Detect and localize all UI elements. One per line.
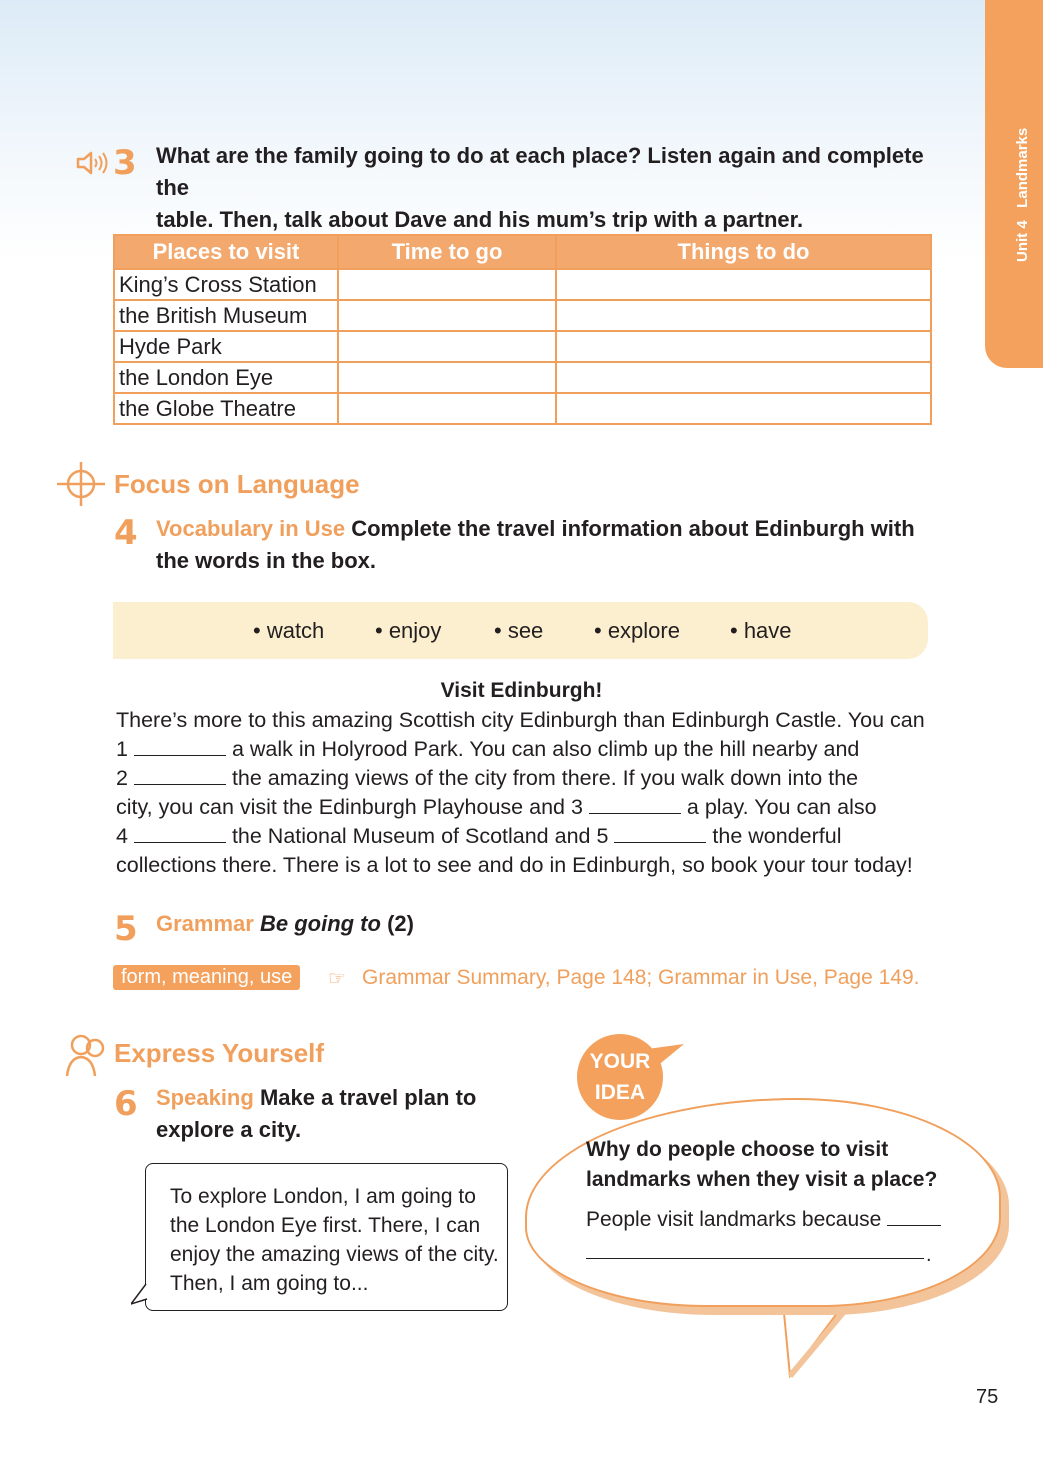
passage-text: a play. You can also — [686, 795, 877, 819]
badge-line: IDEA — [594, 1081, 646, 1104]
things-cell[interactable] — [556, 269, 931, 300]
word-item: • explore — [594, 618, 680, 643]
things-cell[interactable] — [556, 300, 931, 331]
blank-2[interactable] — [134, 766, 226, 785]
unit-title: Landmarks — [1014, 127, 1031, 208]
passage-text: city, you can visit the Edinburgh Playhouse and 3 — [116, 795, 583, 819]
time-cell[interactable] — [338, 362, 556, 393]
page-number: 75 — [976, 1386, 999, 1408]
idea-question — [586, 1135, 937, 1195]
table-row — [114, 393, 931, 424]
task6-instruction-a: Make a travel plan to — [259, 1085, 477, 1110]
table-row — [114, 362, 931, 393]
question-line: Why do people choose to visit — [586, 1138, 889, 1161]
things-cell[interactable] — [556, 331, 931, 362]
grammar-reference-link[interactable]: Grammar Summary, Page 148; Grammar in Use, Page 149. — [362, 966, 920, 989]
passage-line: There’s more to this amazing Scottish city Edinburgh than Edinburgh Castle. You can — [116, 708, 925, 732]
task4-instruction-a: Complete the travel information about Edinburgh with — [351, 516, 915, 541]
answer-blank-1[interactable] — [887, 1209, 941, 1226]
passage-line: collections there. There is a lot to see and do in Edinburgh, so book your tour today! — [116, 853, 913, 877]
things-cell[interactable] — [556, 393, 931, 424]
passage-line — [116, 822, 946, 851]
table-row — [114, 331, 931, 362]
time-cell[interactable] — [338, 393, 556, 424]
focus-heading: Focus on Language — [114, 469, 360, 499]
passage-text: a walk in Holyrood Park. You can also climb up the hill nearby and — [231, 737, 860, 761]
task-number-4: 4 — [114, 513, 138, 553]
table-row — [114, 300, 931, 331]
table-header-row — [114, 235, 931, 269]
blank-3[interactable] — [589, 795, 681, 814]
passage — [116, 706, 946, 880]
task4-instruction-b: the words in the box. — [156, 548, 377, 573]
answer-period: . — [926, 1244, 932, 1266]
table-row — [114, 269, 931, 300]
word-item: • have — [730, 618, 792, 643]
blank-number: 1 — [116, 737, 128, 761]
blank-number: 4 — [116, 824, 128, 848]
passage-line — [116, 764, 946, 793]
pointing-hand-icon: ☞ — [328, 968, 346, 990]
people-icon — [64, 1030, 110, 1078]
idea-answer — [586, 1208, 941, 1232]
time-cell[interactable] — [338, 269, 556, 300]
answer-blank-2[interactable] — [586, 1258, 924, 1259]
header-places: Places to visit — [114, 235, 338, 269]
passage-title: Visit Edinburgh! — [440, 679, 603, 702]
task6-instruction-b: explore a city. — [156, 1117, 302, 1142]
answer-start: People visit landmarks because — [586, 1208, 882, 1231]
passage-text: the wonderful — [712, 824, 842, 848]
task5-label: Grammar — [156, 911, 254, 936]
example-line: the London Eye first. There, I can — [170, 1214, 481, 1237]
word-item: • see — [494, 618, 544, 643]
task5-suffix: (2) — [387, 911, 414, 936]
task5-topic: Be going to — [259, 911, 381, 936]
task3-instruction — [156, 140, 956, 236]
unit-number: Unit 4 — [1014, 220, 1031, 262]
unit-side-tab — [985, 0, 1043, 368]
place-cell: King’s Cross Station — [114, 269, 338, 300]
crosshair-icon — [54, 460, 108, 508]
task3-instruction-line2: table. Then, talk about Dave and his mum’s trip with a partner. — [156, 207, 804, 232]
passage-text: the National Museum of Scotland and 5 — [231, 824, 609, 848]
header-things: Things to do — [556, 235, 931, 269]
express-heading: Express Yourself — [114, 1038, 325, 1068]
passage-line — [116, 735, 946, 764]
example-line: enjoy the amazing views of the city. — [170, 1243, 499, 1266]
question-line: landmarks when they visit a place? — [586, 1168, 938, 1191]
places-table — [113, 234, 932, 425]
time-cell[interactable] — [338, 300, 556, 331]
task5-title — [156, 908, 414, 940]
time-cell[interactable] — [338, 331, 556, 362]
place-cell: the Globe Theatre — [114, 393, 338, 424]
task-number-6: 6 — [114, 1084, 138, 1124]
example-line: To explore London, I am going to — [170, 1185, 476, 1208]
passage-line — [116, 793, 946, 822]
task-number-5: 5 — [114, 909, 138, 949]
your-idea-badge — [577, 1034, 663, 1120]
unit-tab-label — [1014, 128, 1031, 262]
example-text — [170, 1182, 500, 1298]
header-time: Time to go — [338, 235, 556, 269]
things-cell[interactable] — [556, 362, 931, 393]
blank-5[interactable] — [614, 824, 706, 843]
place-cell: the London Eye — [114, 362, 338, 393]
speaker-icon — [76, 150, 110, 176]
word-box — [113, 602, 928, 659]
word-item: • enjoy — [375, 618, 442, 643]
example-line: Then, I am going to... — [170, 1272, 369, 1295]
speech-tail — [131, 1284, 153, 1308]
task6-instruction — [156, 1082, 516, 1146]
task3-instruction-line1: What are the family going to do at each place? Listen again and complete the — [156, 143, 924, 200]
grammar-tag: form, meaning, use — [113, 965, 300, 990]
word-item: • watch — [253, 618, 325, 643]
passage-text: the amazing views of the city from there. If you walk down into the — [231, 766, 859, 790]
task6-label: Speaking — [156, 1085, 254, 1110]
your-idea-bubble — [525, 1098, 1001, 1307]
blank-number: 2 — [116, 766, 128, 790]
place-cell: Hyde Park — [114, 331, 338, 362]
blank-1[interactable] — [134, 737, 226, 756]
task4-instruction — [156, 513, 956, 577]
task4-label: Vocabulary in Use — [156, 516, 346, 541]
blank-4[interactable] — [134, 824, 226, 843]
place-cell: the British Museum — [114, 300, 338, 331]
task-number-3: 3 — [113, 143, 137, 183]
badge-line: YOUR — [589, 1050, 651, 1073]
